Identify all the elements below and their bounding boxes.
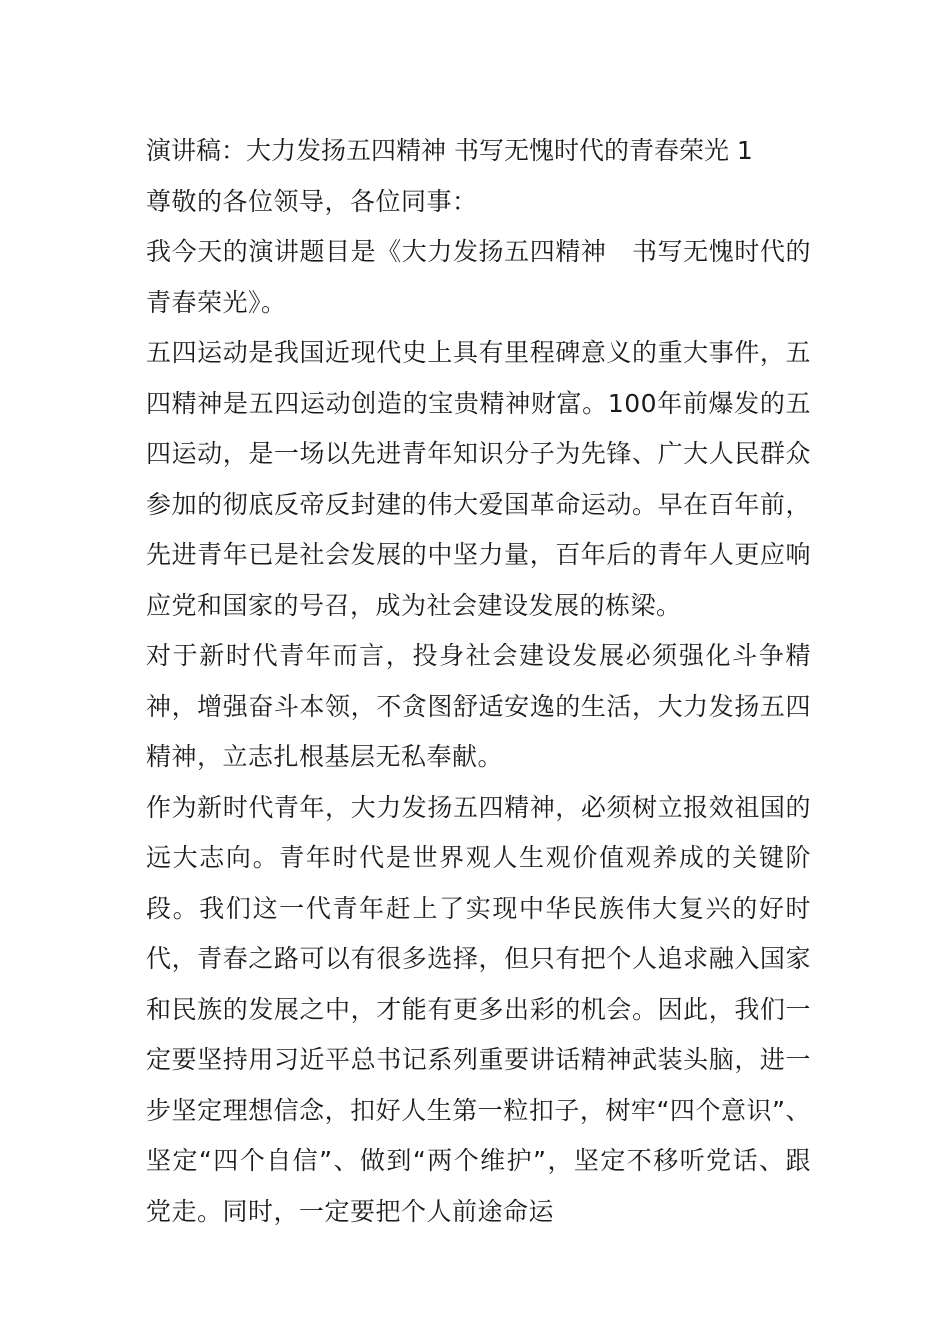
greeting-line: 尊敬的各位领导，各位同事： <box>146 186 478 216</box>
document-body <box>146 126 811 1237</box>
paragraph-may-fourth-history: 五四运动是我国近现代史上具有里程碑意义的重大事件，五四精神是五四运动创造的宝贵精神财富。100年前爆发的五四运动，是一场以先进青年知识分子为先锋、广大人民群众参加的彻底反帝反封建的伟大爱国革命运动。早在百年前，先进青年已是社会发展的中坚力量，百年后的青年人更应响应党和国家的号召，成为社会建设发展的栋梁。 <box>146 338 811 620</box>
paragraph-topic: 我今天的演讲题目是《大力发扬五四精神 书写无愧时代的青春荣光》。 <box>146 237 811 317</box>
paragraph-patriotic-aspiration: 作为新时代青年，大力发扬五四精神，必须树立报效祖国的远大志向。青年时代是世界观人生观价值观养成的关键阶段。我们这一代青年赶上了实现中华民族伟大复兴的好时代，青春之路可以有很多选择，但只有把个人追求融入国家和民族的发展之中，才能有更多出彩的机会。因此，我们一定要坚持用习近平总书记系列重要讲话精神武装头脑，进一步坚定理想信念，扣好人生第一粒扣子，树牢“四个意识”、坚定“四个自信”、做到“两个维护”，坚定不移听党话、跟党走。同时，一定要把个人前途命运 <box>146 792 811 1226</box>
paragraph-new-era-youth: 对于新时代青年而言，投身社会建设发展必须强化斗争精神，增强奋斗本领，不贪图舒适安逸的生活，大力发扬五四精神，立志扎根基层无私奉献。 <box>146 641 811 771</box>
document-title: 演讲稿：大力发扬五四精神 书写无愧时代的青春荣光 1 <box>146 136 753 165</box>
